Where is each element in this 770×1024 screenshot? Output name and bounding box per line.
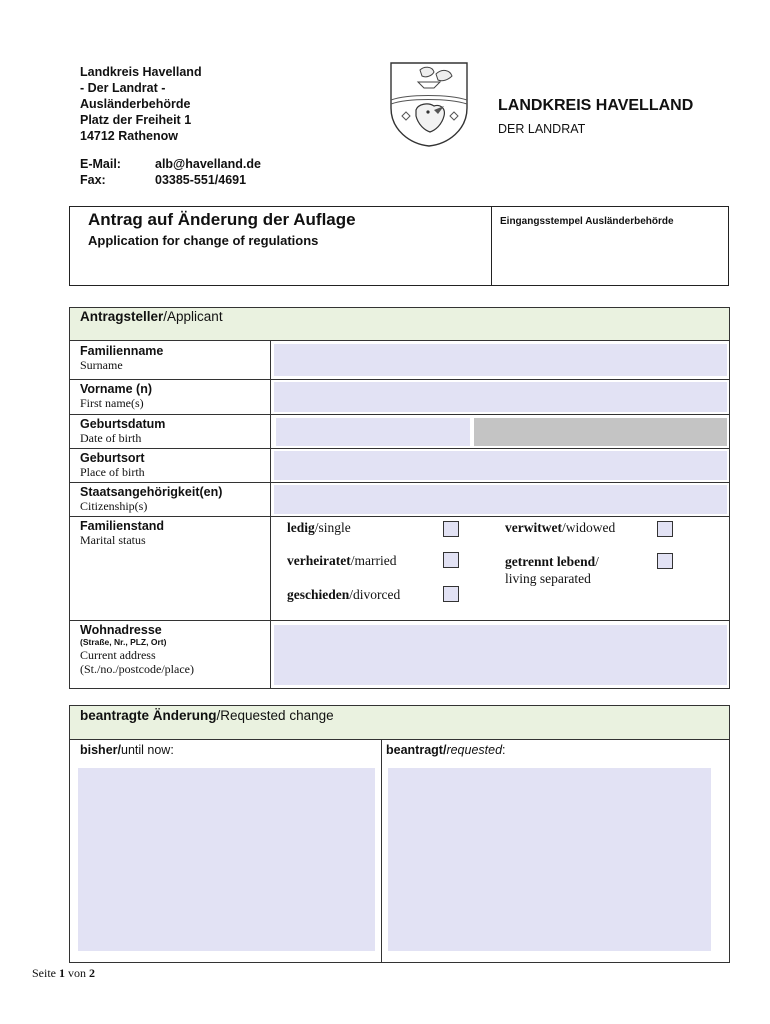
option-bold: geschieden [287,587,350,602]
separated-checkbox[interactable] [657,553,673,569]
email-value: alb@havelland.de [155,157,261,171]
address-line: 14712 Rathenow [80,129,178,143]
until-now-rest: until now: [121,743,174,757]
applicant-heading-bold: Antragsteller [80,309,164,324]
address-input[interactable] [274,625,727,685]
surname-label [80,344,163,372]
marital-option-separated-label [505,553,599,587]
coat-of-arms-icon [388,60,470,148]
birth-place-label-en: Place of birth [80,465,145,479]
form-title-en: Application for change of regulations [88,233,319,248]
form-title: Antrag auf Änderung der Auflage [88,210,356,229]
birth-date-label [80,417,165,445]
requested-change-heading [80,708,334,723]
row-divider [70,620,729,621]
option-bold: ledig [287,520,315,535]
option-rest: /married [350,553,397,568]
single-checkbox[interactable] [443,521,459,537]
fax-label: Fax: [80,173,106,187]
marital-option-widowed-label [505,520,615,536]
stamp-field-label: Eingangsstempel Ausländerbehörde [500,216,674,227]
birth-date-grey-field [474,418,727,446]
option-rest: /widowed [561,520,616,535]
widowed-checkbox[interactable] [657,521,673,537]
applicant-heading-rest: /Applicant [163,309,223,324]
column-divider [270,341,271,688]
address-label [80,623,194,676]
requested-bold: beantragt/ [386,743,447,757]
first-name-label-de: Vorname (n) [80,382,152,396]
email-label: E-Mail: [80,157,121,171]
first-name-input[interactable] [274,382,727,412]
divorced-checkbox[interactable] [443,586,459,602]
birth-place-input[interactable] [274,451,727,480]
change-heading-rest: /Requested change [216,708,334,723]
first-name-label [80,382,152,410]
authority-address [80,64,202,144]
applicant-heading [80,309,223,324]
birth-place-label-de: Geburtsort [80,451,145,465]
page-number [32,966,95,981]
row-divider [70,414,729,415]
address-label-en-hint: (St./no./postcode/place) [80,662,194,676]
row-divider [70,379,729,380]
surname-input[interactable] [274,344,727,376]
option-second-line: living separated [505,571,591,586]
requested-end: : [502,743,506,757]
until-now-bold: bisher/ [80,743,121,757]
marital-status-label [80,519,164,547]
title-divider [491,206,492,286]
surname-label-en: Surname [80,358,123,372]
birth-place-label [80,451,145,479]
citizenship-input[interactable] [274,485,727,514]
until-now-textarea[interactable] [78,768,375,951]
citizenship-label [80,485,222,513]
option-bold: verwitwet [505,520,562,535]
marital-option-single-label [287,520,351,536]
married-checkbox[interactable] [443,552,459,568]
birth-date-label-en: Date of birth [80,431,142,445]
address-label-en: Current address [80,648,156,662]
row-divider [70,448,729,449]
marital-status-label-de: Familienstand [80,519,165,533]
contact-info [80,156,261,188]
row-divider [70,516,729,517]
org-subtitle: DER LANDRAT [498,122,586,136]
marital-option-divorced-label [287,587,400,603]
change-heading-bold: beantragte Änderung [80,708,217,723]
surname-label-de: Familienname [80,344,164,358]
option-bold: verheiratet [287,553,351,568]
marital-status-label-en: Marital status [80,533,146,547]
birth-date-input[interactable] [276,418,470,446]
address-line: Platz der Freiheit 1 [80,113,192,127]
option-rest: /divorced [349,587,401,602]
page-current: 1 [59,966,65,980]
citizenship-label-de: Staatsangehörigkeit(en) [80,485,223,499]
requested-label [386,743,506,757]
row-divider [70,482,729,483]
page-middle: von [65,966,89,980]
page-prefix: Seite [32,966,59,980]
address-line: Landkreis Havelland [80,65,202,79]
address-line: Ausländerbehörde [80,97,191,111]
address-line: - Der Landrat - [80,81,166,95]
option-rest: / [595,554,599,569]
fax-value: 03385-551/4691 [155,173,247,187]
birth-date-label-de: Geburtsdatum [80,417,166,431]
marital-option-married-label [287,553,396,569]
until-now-label [80,743,174,757]
first-name-label-en: First name(s) [80,396,144,410]
address-label-hint: (Straße, Nr., PLZ, Ort) [80,637,167,647]
citizenship-label-en: Citizenship(s) [80,499,148,513]
org-name: LANDKREIS HAVELLAND [498,97,694,114]
option-rest: /single [314,520,351,535]
address-label-de: Wohnadresse [80,623,162,637]
requested-textarea[interactable] [388,768,711,951]
requested-italic: requested [446,743,503,757]
page-total: 2 [89,966,95,980]
change-column-divider [381,740,382,962]
option-bold: getrennt lebend [505,554,596,569]
